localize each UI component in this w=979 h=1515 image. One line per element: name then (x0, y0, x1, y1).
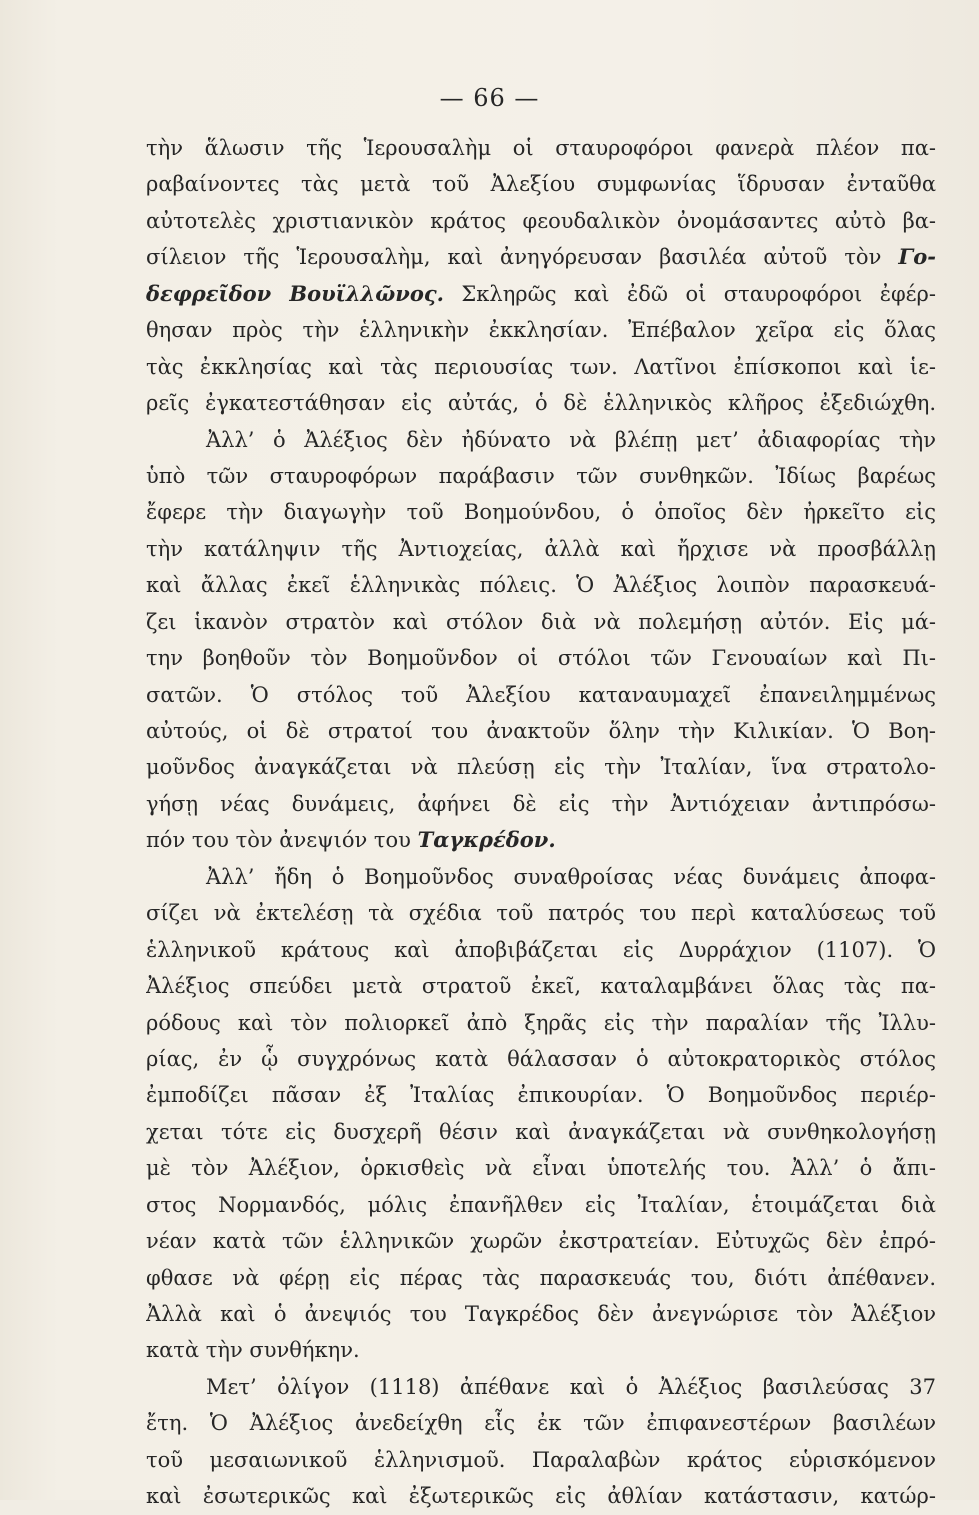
line-text: ζει ἱκανὸν στρατὸν καὶ στόλον διὰ νὰ πολεμήσῃ αὐτόν. Εἰς μά- (146, 609, 936, 634)
line-text: τοῦ μεσαιωνικοῦ ἑλληνισμοῦ. Παραλαβὼν κράτος εὑρισκόμενον (146, 1447, 936, 1472)
text-line (146, 786, 936, 822)
text-line (146, 1114, 936, 1150)
line-text: φθασε νὰ φέρῃ εἰς πέρας τὰς παρασκευάς του, διότι ἀπέθανεν. (146, 1265, 936, 1290)
line-text: αὐτοτελὲς χριστιανικὸν κράτος φεουδαλικὸν ὀνομάσαντες αὐτὸ βα- (146, 208, 936, 233)
text-line (146, 276, 936, 312)
text-line (146, 1332, 936, 1368)
text-line (146, 749, 936, 785)
line-text: χεται τότε εἰς δυσχερῆ θέσιν καὶ ἀναγκάζεται νὰ συνθηκολογήσῃ (146, 1119, 936, 1144)
text-line (146, 968, 936, 1004)
text-line (146, 458, 936, 494)
line-text: Ἀλλὰ καὶ ὁ ἀνεψιός του Ταγκρέδος δὲν ἀνεγνώρισε τὸν Ἀλέξιον (146, 1302, 936, 1326)
line-text: τὴν κατάληψιν τῆς Ἀντιοχείας, ἀλλὰ καὶ ἤρχισε νὰ προσβάλλῃ (146, 536, 936, 561)
line-text: ραβαίνοντες τὰς μετὰ τοῦ Ἀλεξίου συμφωνίας ἵδρυσαν ἐνταῦθα (146, 172, 936, 197)
text-line (146, 1077, 936, 1113)
line-text: νέαν κατὰ τῶν ἑλληνικῶν χωρῶν ἐκστρατείαν. Εὐτυχῶς δὲν ἐπρό- (146, 1229, 936, 1254)
text-line (146, 822, 936, 858)
text-line (146, 713, 936, 749)
text-line (146, 567, 936, 603)
text-line (146, 422, 936, 458)
line-text: ρόδους καὶ τὸν πολιορκεῖ ἀπὸ ξηρᾶς εἰς τὴν παραλίαν τῆς Ἰλλυ- (146, 1010, 936, 1035)
text-line (146, 312, 936, 348)
line-text: Ἀλέξιος σπεύδει μετὰ στρατοῦ ἐκεῖ, καταλαμβάνει ὅλας τὰς πα- (146, 974, 936, 999)
emphasized-name: Γο- (898, 244, 936, 270)
line-text: τὰς ἐκκλησίας καὶ τὰς περιουσίας των. Λατῖνοι ἐπίσκοποι καὶ ἱε- (146, 354, 936, 379)
line-text: μοῦνδος ἀναγκάζεται νὰ πλεύσῃ εἰς τὴν Ἰταλίαν, ἵνα στρατολο- (146, 755, 936, 780)
line-text: καὶ ἐσωτερικῶς καὶ ἐξωτερικῶς εἰς ἀθλίαν κατάστασιν, κατώρ- (146, 1484, 936, 1509)
text-line (146, 130, 936, 166)
text-line (146, 1223, 936, 1259)
line-text: γήσῃ νέας δυνάμεις, ἀφήνει δὲ εἰς τὴν Ἀντιόχειαν ἀντιπρόσω- (146, 791, 936, 816)
line-text: Σκληρῶς καὶ ἐδῶ οἱ σταυροφόροι ἐφέρ- (443, 281, 936, 306)
text-line (146, 895, 936, 931)
text-line (146, 1369, 936, 1405)
page-number: — 66 — (439, 84, 540, 112)
text-line (146, 385, 936, 421)
text-line (146, 166, 936, 202)
text-line (146, 1478, 936, 1514)
line-text: ρίας, ἐν ᾧ συγχρόνως κατὰ θάλασσαν ὁ αὐτοκρατορικὸς στόλος (146, 1046, 936, 1071)
body-text (146, 130, 936, 1515)
text-line (146, 932, 936, 968)
text-line (146, 1005, 936, 1041)
line-text: ἐμποδίζει πᾶσαν ἐξ Ἰταλίας ἐπικουρίαν. Ὁ Βοημοῦνδος περιέρ- (146, 1083, 936, 1108)
text-line (146, 494, 936, 530)
line-text: αὐτούς, οἱ δὲ στρατοί του ἀνακτοῦν ὅλην τὴν Κιλικίαν. Ὁ Βοη- (146, 719, 936, 743)
line-text: σατῶν. Ὁ στόλος τοῦ Ἀλεξίου καταναυμαχεῖ ἐπανειλημμένως (146, 682, 936, 707)
text-line (146, 1150, 936, 1186)
line-text: Ἀλλ’ ἤδη ὁ Βοημοῦνδος συναθροίσας νέας δυνάμεις ἀποφα- (206, 864, 936, 889)
line-text: Ἀλλ’ ὁ Ἀλέξιος δὲν ἠδύνατο νὰ βλέπῃ μετ’ ἀδιαφορίας τὴν (206, 427, 936, 452)
text-line (146, 640, 936, 676)
line-text: ἔτη. Ὁ Ἀλέξιος ἀνεδείχθη εἷς ἐκ τῶν ἐπιφανεστέρων βασιλέων (146, 1411, 936, 1436)
text-line (146, 1442, 936, 1478)
text-line (146, 859, 936, 895)
emphasized-name: Ταγκρέδον. (417, 827, 556, 853)
line-text: καὶ ἄλλας ἐκεῖ ἑλληνικὰς πόλεις. Ὁ Ἀλέξιος λοιπὸν παρασκευά- (146, 573, 936, 598)
text-line (146, 349, 936, 385)
text-line (146, 531, 936, 567)
line-text: ἑλληνικοῦ κράτους καὶ ἀποβιβάζεται εἰς Δυρράχιον (1107). Ὁ (146, 937, 936, 962)
line-text: ρεῖς ἐγκατεστάθησαν εἰς αὐτάς, ὁ δὲ ἑλληνικὸς κλῆρος ἐξεδιώχθη. (146, 391, 936, 416)
line-text: στος Νορμανδός, μόλις ἐπανῆλθεν εἰς Ἰταλίαν, ἑτοιμάζεται διὰ (146, 1192, 936, 1217)
line-text: ἔφερε τὴν διαγωγὴν τοῦ Βοημούνδου, ὁ ὁποῖος δὲν ἠρκεῖτο εἰς (146, 500, 936, 525)
text-line (146, 1296, 936, 1332)
line-text: τὴν ἅλωσιν τῆς Ἱερουσαλὴμ οἱ σταυροφόροι φανερὰ πλέον πα- (146, 136, 936, 160)
line-text: ὑπὸ τῶν σταυροφόρων παράβασιν τῶν συνθηκῶν. Ἰδίως βαρέως (146, 463, 936, 488)
text-line (146, 203, 936, 239)
line-text: πόν του τὸν ἀνεψιόν του (146, 828, 418, 853)
line-text: κατὰ τὴν συνθήκην. (146, 1338, 360, 1363)
text-line (146, 604, 936, 640)
line-text: την βοηθοῦν τὸν Βοημοῦνδον οἱ στόλοι τῶν Γενουαίων καὶ Πι- (146, 646, 936, 671)
text-line (146, 1187, 936, 1223)
line-text: σίζει νὰ ἐκτελέσῃ τὰ σχέδια τοῦ πατρός του περὶ καταλύσεως τοῦ (146, 901, 936, 926)
text-line (146, 1405, 936, 1441)
text-line (146, 1041, 936, 1077)
text-line (146, 1260, 936, 1296)
line-text: σίλειον τῆς Ἱερουσαλὴμ, καὶ ἀνηγόρευσαν βασιλέα αὐτοῦ τὸν (146, 245, 899, 270)
emphasized-name: δεφρεῖδον Βουϊλλῶνος. (146, 280, 444, 306)
line-text: Μετ’ ὀλίγον (1118) ἀπέθανε καὶ ὁ Ἀλέξιος βασιλεύσας 37 (206, 1374, 936, 1399)
line-text: μὲ τὸν Ἀλέξιον, ὁρκισθεὶς νὰ εἶναι ὑποτελής του. Ἀλλ’ ὁ ἄπι- (146, 1156, 936, 1181)
line-text: θησαν πρὸς τὴν ἑλληνικὴν ἐκκλησίαν. Ἐπέβαλον χεῖρα εἰς ὅλας (146, 318, 936, 343)
text-line (146, 239, 936, 275)
text-line (146, 677, 936, 713)
